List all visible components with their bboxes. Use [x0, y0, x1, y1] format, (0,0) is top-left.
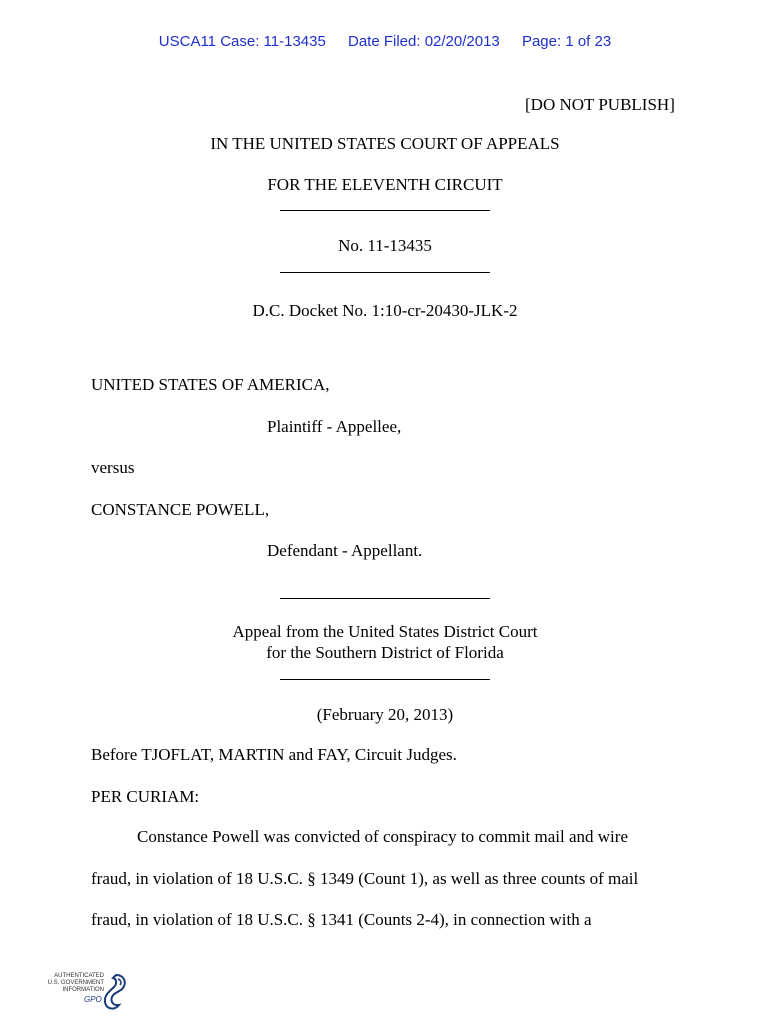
opinion-text-line: fraud, in violation of 18 U.S.C. § 1349 (Count 1), as well as three counts of mail	[91, 869, 639, 888]
stamp-date-filed: Date Filed: 02/20/2013	[348, 33, 500, 50]
opinion-text-line: Constance Powell was convicted of conspiracy to commit mail and wire	[137, 827, 628, 846]
docket-number: D.C. Docket No. 1:10-cr-20430-JLK-2	[252, 301, 518, 320]
per-curiam-heading: PER CURIAM:	[91, 787, 200, 806]
publish-note: [DO NOT PUBLISH]	[525, 95, 675, 114]
eagle-icon	[102, 973, 128, 1017]
gpo-mark-text: GPO	[84, 995, 102, 1004]
case-number: No. 11-13435	[338, 236, 432, 255]
gpo-authentication-logo	[46, 973, 128, 1019]
gpo-logo-line: U.S. GOVERNMENT	[47, 980, 104, 986]
plaintiff-role: Plaintiff - Appellee,	[267, 417, 402, 436]
plaintiff-name: UNITED STATES OF AMERICA,	[91, 375, 330, 394]
divider	[280, 598, 490, 599]
panel-judges: Before TJOFLAT, MARTIN and FAY, Circuit Judges.	[91, 745, 457, 764]
defendant-role: Defendant - Appellant.	[267, 541, 423, 560]
defendant-name: CONSTANCE POWELL,	[91, 500, 270, 519]
filing-stamp	[0, 33, 770, 50]
circuit-title: FOR THE ELEVENTH CIRCUIT	[267, 175, 503, 194]
stamp-page: Page: 1 of 23	[521, 33, 612, 50]
appeal-origin: Appeal from the United States District Court	[232, 622, 538, 641]
gpo-logo-line: AUTHENTICATED	[54, 973, 104, 979]
gpo-logo-text	[46, 973, 104, 994]
opinion-text-line: fraud, in violation of 18 U.S.C. § 1341 (Counts 2-4), in connection with a	[91, 910, 592, 929]
court-title: IN THE UNITED STATES COURT OF APPEALS	[210, 134, 560, 153]
appeal-district: for the Southern District of Florida	[266, 643, 504, 662]
stamp-case: USCA11 Case: 11-13435	[158, 33, 326, 50]
gpo-logo-line: INFORMATION	[62, 987, 104, 993]
decision-date: (February 20, 2013)	[316, 705, 454, 724]
versus-label: versus	[91, 458, 135, 477]
divider	[280, 679, 490, 680]
divider	[280, 210, 490, 211]
divider	[280, 272, 490, 273]
